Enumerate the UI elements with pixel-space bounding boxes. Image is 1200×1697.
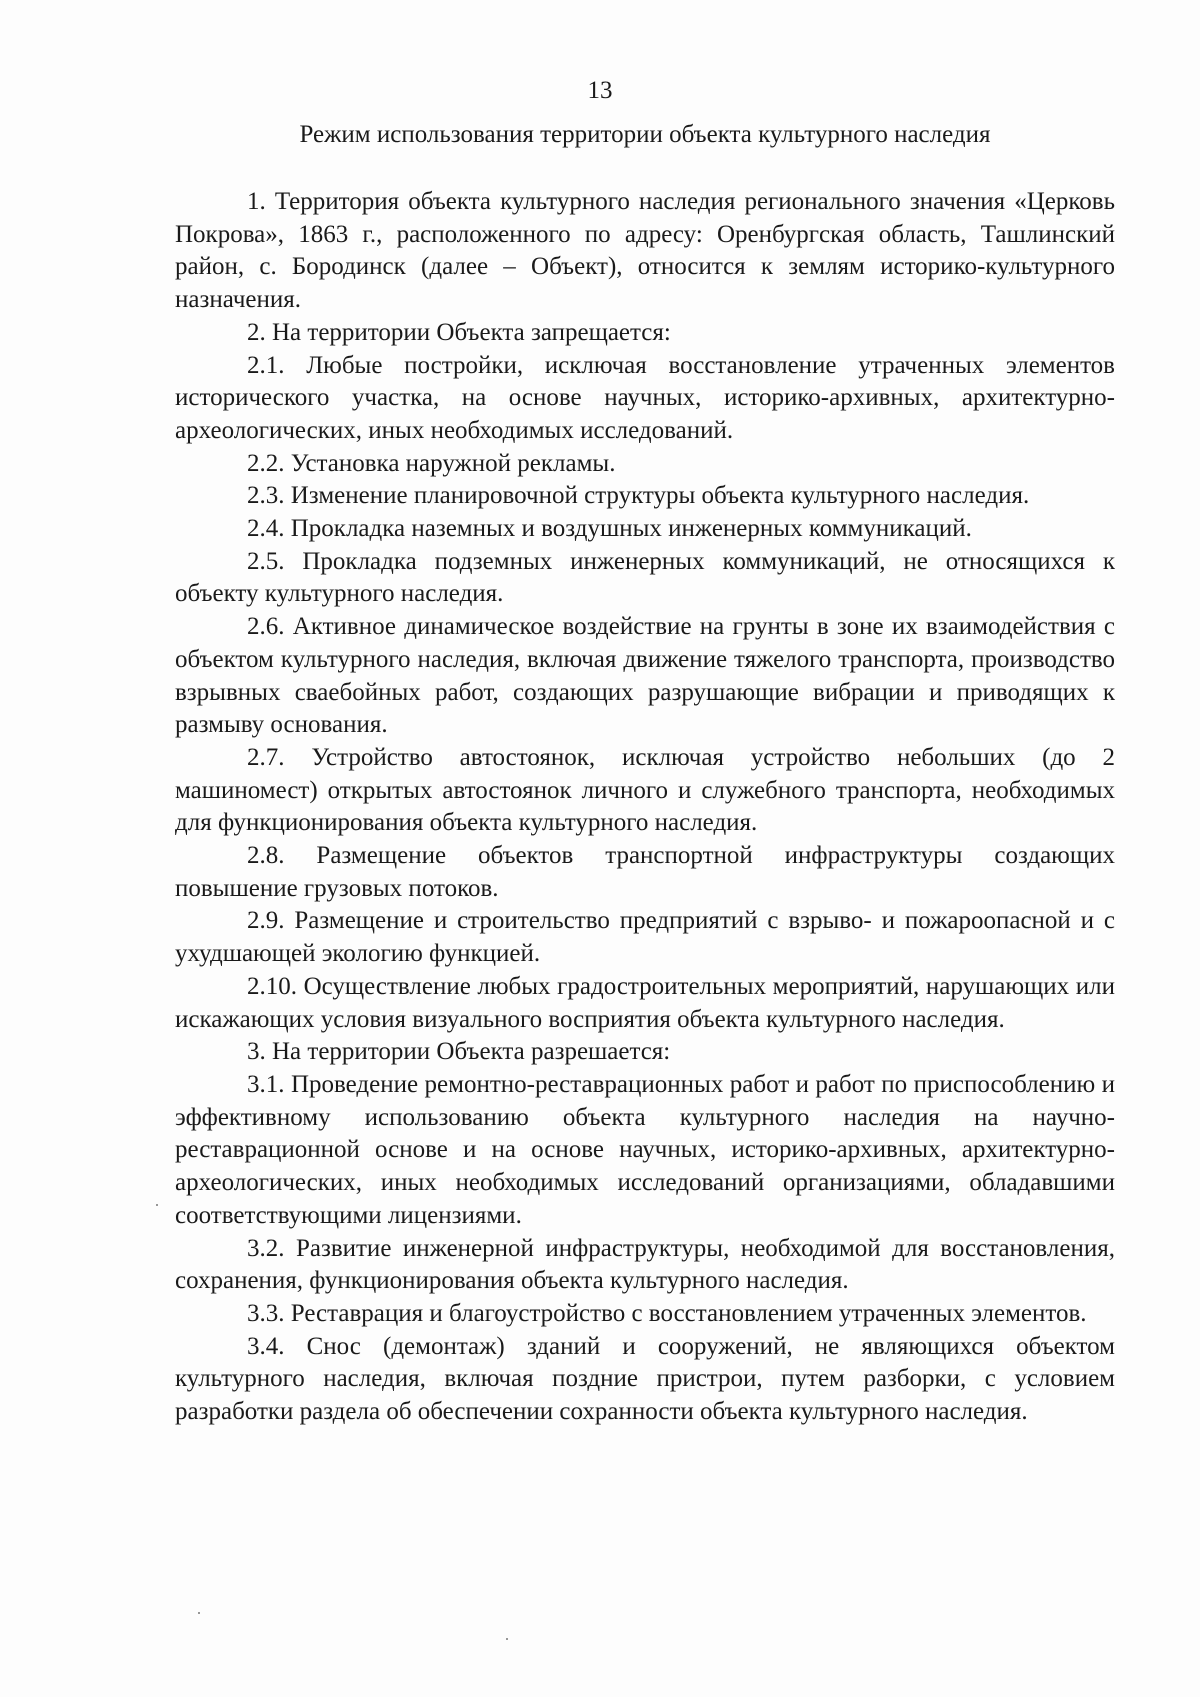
paragraph-1: 1. Территория объекта культурного наследия регионального значения «Церковь Покрова», 1863 г., расположенного по адресу: Оренбургская область, Ташлинский район, с. Бородинск (далее – Объект), относится к землям историко-культурного назначения. — [175, 188, 1115, 314]
paragraph-2-5: 2.5. Прокладка подземных инженерных коммуникаций, не относящихся к объекту культурного наследия. — [175, 547, 1115, 608]
document-body — [175, 186, 1115, 1429]
scan-speck — [156, 1204, 158, 1206]
paragraph-2-6: 2.6. Активное динамическое воздействие на грунты в зоне их взаимодействия с объектом культурного наследия, включая движение тяжелого транспорта, производство взрывных сваебойных работ, создающих разрушающие вибрации и приводящих к размыву основания. — [175, 613, 1115, 739]
paragraph-2-9: 2.9. Размещение и строительство предприятий с взрыво- и пожароопасной и с ухудшающей экологию функцией. — [175, 907, 1115, 968]
paragraph-2-7: 2.7. Устройство автостоянок, исключая устройство небольших (до 2 машиномест) открытых автостоянок личного и служебного транспорта, необходимых для функционирования объекта культурного наследия. — [175, 743, 1115, 837]
paragraph-2-4: 2.4. Прокладка наземных и воздушных инженерных коммуникаций. — [247, 515, 972, 543]
paragraph-3: 3. На территории Объекта разрешается: — [247, 1038, 671, 1066]
paragraph-2-3: 2.3. Изменение планировочной структуры объекта культурного наследия. — [247, 482, 1030, 510]
scan-speck — [506, 1638, 508, 1640]
paragraph-2-2: 2.2. Установка наружной рекламы. — [247, 449, 616, 477]
scan-speck — [198, 1612, 200, 1614]
paragraph-2-8: 2.8. Размещение объектов транспортной инфраструктуры создающих повышение грузовых потоков. — [175, 842, 1115, 902]
paragraph-3-4: 3.4. Снос (демонтаж) зданий и сооружений, не являющихся объектом культурного наследия, включая поздние пристрои, путем разборки, с условием разработки раздела об обеспечении сохранности объекта культурного наследия. — [175, 1332, 1115, 1426]
paragraph-2-10: 2.10. Осуществление любых градостроительных мероприятий, нарушающих или искажающих условия визуального восприятия объекта культурного наследия. — [175, 972, 1115, 1033]
paragraph-2: 2. На территории Объекта запрещается: — [247, 318, 671, 346]
page-title: Режим использования территории объекта культурного наследия — [299, 121, 991, 148]
paragraph-2-1: 2.1. Любые постройки, исключая восстановление утраченных элементов исторического участка, на основе научных, историко-архивных, архитектурно-археологических, иных необходимых исследований. — [175, 351, 1115, 444]
paragraph-3-3: 3.3. Реставрация и благоустройство с восстановлением утраченных элементов. — [247, 1299, 1087, 1327]
paragraph-3-1: 3.1. Проведение ремонтно-реставрационных работ и работ по приспособлению и эффективному использованию объекта культурного наследия на научно-реставрационной основе и на основе научных, историко-архивных, архитектурно-археологических, иных необходимых исследований организациями, обладавшими соответствующими лицензиями. — [175, 1070, 1115, 1229]
page-number: 13 — [587, 77, 613, 104]
paragraph-3-2: 3.2. Развитие инженерной инфраструктуры, необходимой для восстановления, сохранения, функционирования объекта культурного наследия. — [175, 1234, 1115, 1295]
